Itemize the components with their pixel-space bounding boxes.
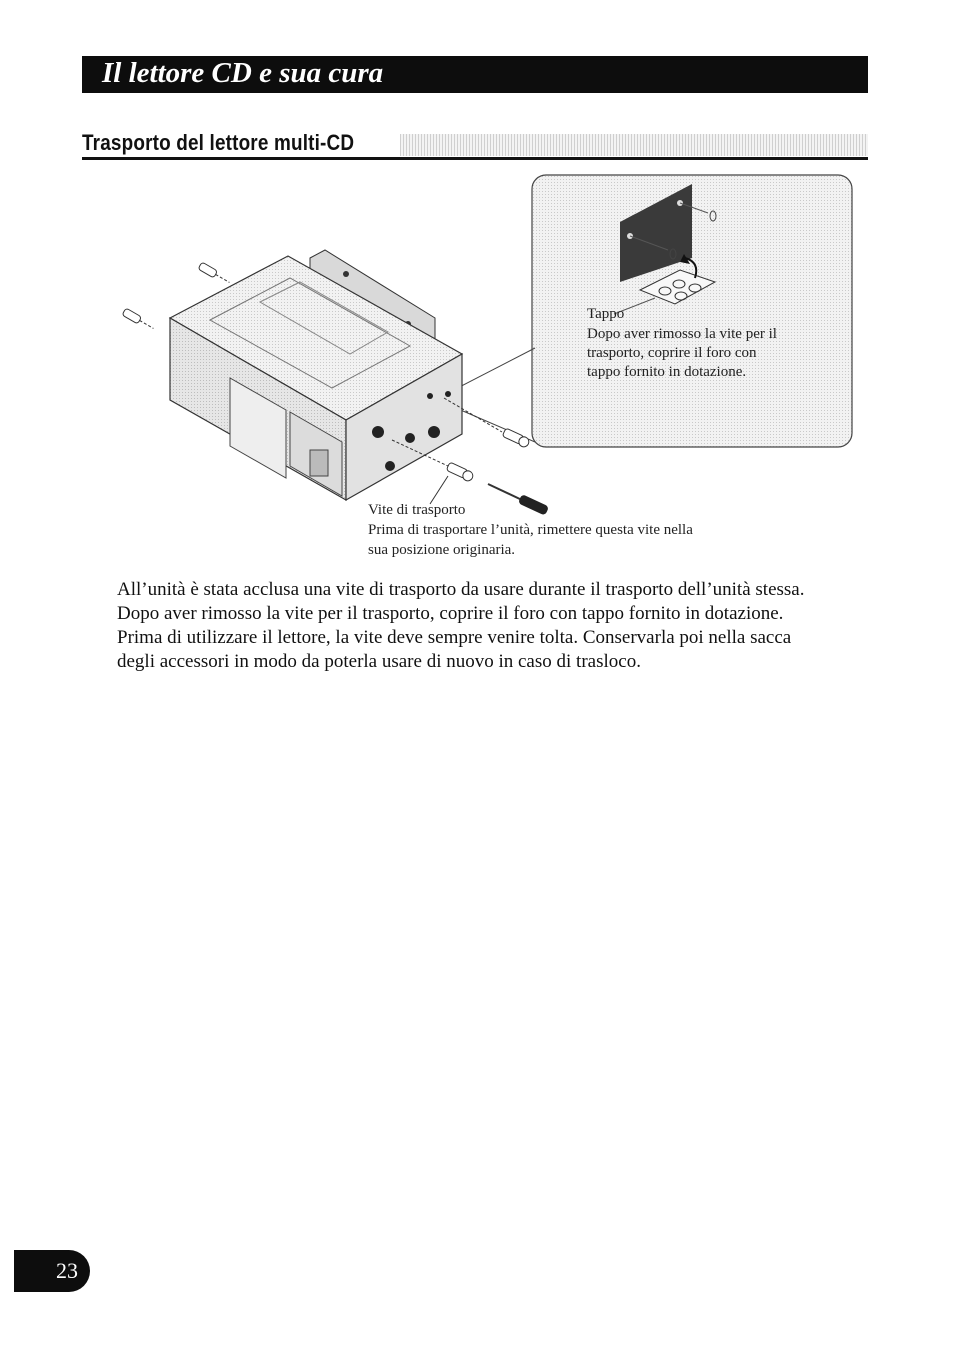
chapter-title: Il lettore CD e sua cura (102, 57, 384, 89)
cd-changer-illustration (110, 170, 870, 570)
cap-note-line-3: tappo fornito in dotazione. (587, 364, 747, 380)
screw-label: Vite di trasporto (368, 502, 466, 518)
body-line-1: All’unità è stata acclusa una vite di trasporto da usare durante il trasporto dell’unità stessa. (117, 579, 805, 600)
screwdriver-icon (488, 484, 549, 516)
cd-changer-unit (170, 250, 462, 500)
body-paragraph (117, 578, 857, 674)
chapter-banner (82, 56, 868, 93)
page-number: 23 (56, 1258, 78, 1283)
body-line-3: Prima di utilizzare il lettore, la vite deve sempre venire tolta. Conservarla poi nella sacca (117, 627, 792, 648)
body-line-4: degli accessori in modo da poterla usare di nuovo in caso di trasloco. (117, 651, 641, 672)
screw-note-line-2: sua posizione originaria. (368, 542, 516, 558)
body-line-2: Dopo aver rimosso la vite per il trasporto, coprire il foro con tappo fornito in dotazione. (117, 603, 784, 624)
inset-panel (442, 175, 852, 447)
transport-diagram (110, 170, 870, 570)
section-header (82, 130, 868, 160)
section-shade (400, 134, 868, 156)
cap-label: Tappo (587, 306, 625, 322)
section-title: Trasporto del lettore multi-CD (82, 130, 358, 156)
section-rule (82, 157, 868, 160)
cap-note-line-1: Dopo aver rimosso la vite per il (587, 326, 777, 342)
screw-note-line-1: Prima di trasportare l’unità, rimettere questa vite nella (368, 522, 693, 538)
page-number-tab (14, 1250, 90, 1292)
cap-note-line-2: trasporto, coprire il foro con (587, 345, 757, 361)
